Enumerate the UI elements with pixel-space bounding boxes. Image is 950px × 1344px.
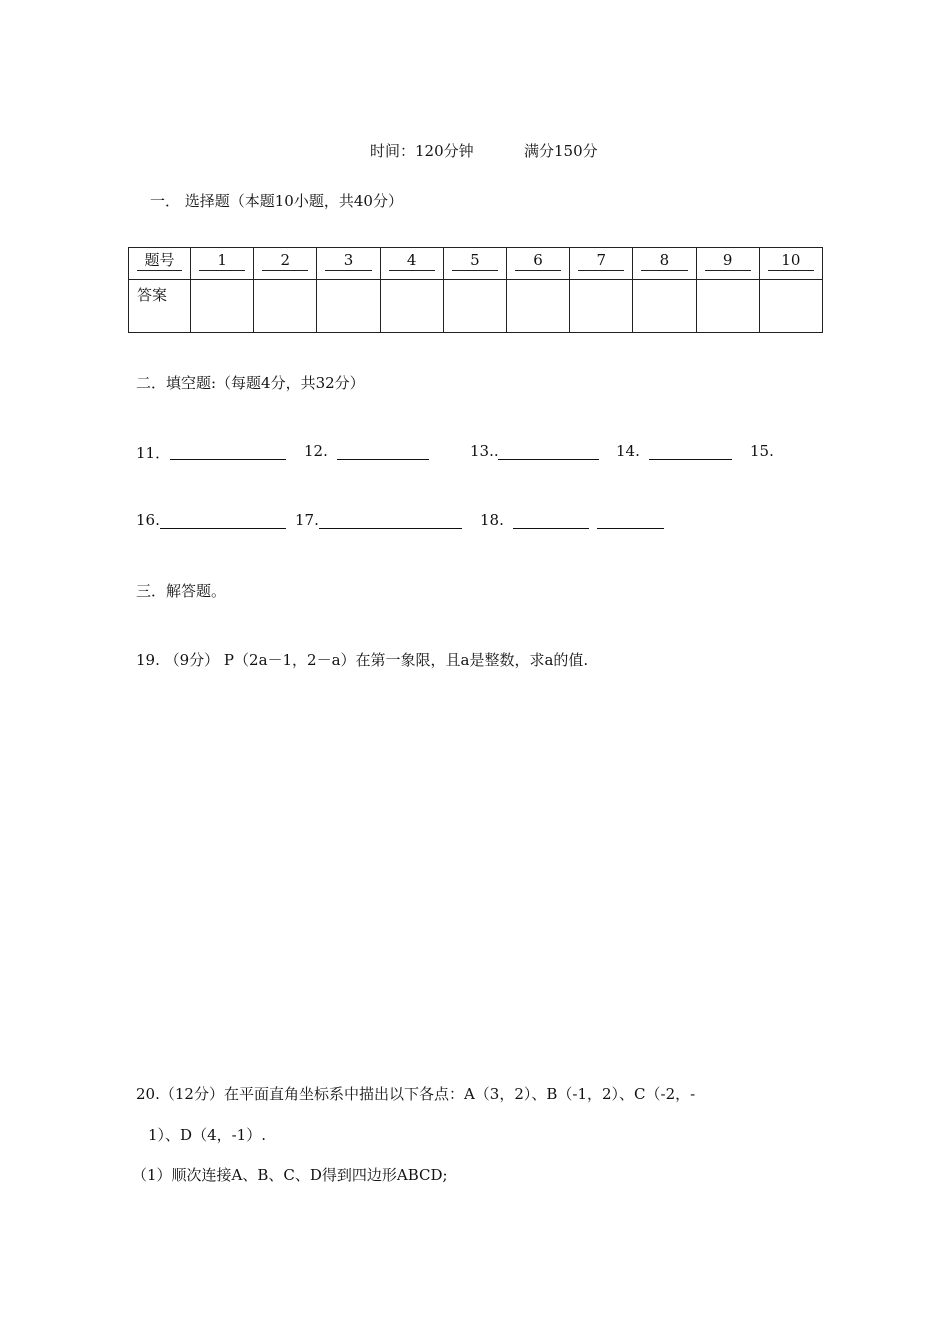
- question-19: 19. （9分） P（2a－1，2－a）在第一象限，且a是整数，求a的值.: [136, 651, 589, 669]
- answer-table-answer-row: [129, 280, 823, 333]
- section1-title: 一． 选择题（本题10小题，共40分）: [150, 192, 403, 210]
- question-number-cell: 5: [452, 250, 498, 271]
- q13-blank[interactable]: [498, 458, 599, 460]
- q16-blank[interactable]: [160, 527, 286, 529]
- answer-cell[interactable]: [443, 280, 506, 333]
- question-number-cell: 4: [389, 250, 435, 271]
- q11-label: 11．: [136, 444, 171, 462]
- section2-title: 二．填空题:（每题4分，共32分）: [136, 374, 365, 392]
- q15-label: 15.: [750, 442, 774, 460]
- question-number-cell: 7: [578, 250, 624, 271]
- q13-label: 13..: [470, 442, 499, 460]
- answer-cell[interactable]: [191, 280, 254, 333]
- question-number-cell: 1: [199, 250, 245, 271]
- answer-cell[interactable]: [633, 280, 696, 333]
- question-20-line1: 20.（12分）在平面直角坐标系中描出以下各点：A（3，2）、B（-1，2）、C（-2，-: [136, 1085, 696, 1103]
- q14-blank[interactable]: [649, 458, 732, 460]
- answer-table-header-row: [129, 248, 823, 280]
- answer-cell[interactable]: [759, 280, 822, 333]
- answer-label: 答案: [137, 286, 168, 304]
- answer-table: [128, 247, 823, 333]
- answer-cell[interactable]: [570, 280, 633, 333]
- q11-blank[interactable]: [170, 458, 286, 460]
- q16-label: 16.: [136, 511, 160, 529]
- question-number-cell: 2: [262, 250, 308, 271]
- answer-cell[interactable]: [696, 280, 759, 333]
- q12-label: 12.: [304, 442, 328, 460]
- question-number-cell: 9: [705, 250, 751, 271]
- q17-blank[interactable]: [319, 527, 462, 529]
- section3-title: 三．解答题。: [136, 582, 227, 600]
- question-number-label: 题号: [137, 250, 182, 271]
- q18-label: 18.: [480, 511, 504, 529]
- question-20-line2: 1）、D（4，-1）.: [148, 1126, 266, 1144]
- question-number-cell: 3: [325, 250, 371, 271]
- question-number-cell: 6: [515, 250, 561, 271]
- question-20-part1: （1）顺次连接A、B、C、D得到四边形ABCD;: [132, 1166, 448, 1184]
- q17-label: 17.: [295, 511, 319, 529]
- time-label: 时间：120分钟: [370, 142, 474, 160]
- q14-label: 14.: [616, 442, 640, 460]
- answer-cell[interactable]: [317, 280, 380, 333]
- q18-blank-1[interactable]: [513, 527, 589, 529]
- answer-cell[interactable]: [506, 280, 569, 333]
- question-number-cell: 8: [641, 250, 687, 271]
- answer-cell[interactable]: [380, 280, 443, 333]
- q18-blank-2[interactable]: [597, 527, 664, 529]
- question-number-cell: 10: [768, 250, 814, 271]
- total-score-label: 满分150分: [524, 142, 598, 160]
- answer-cell[interactable]: [254, 280, 317, 333]
- q12-blank[interactable]: [337, 458, 429, 460]
